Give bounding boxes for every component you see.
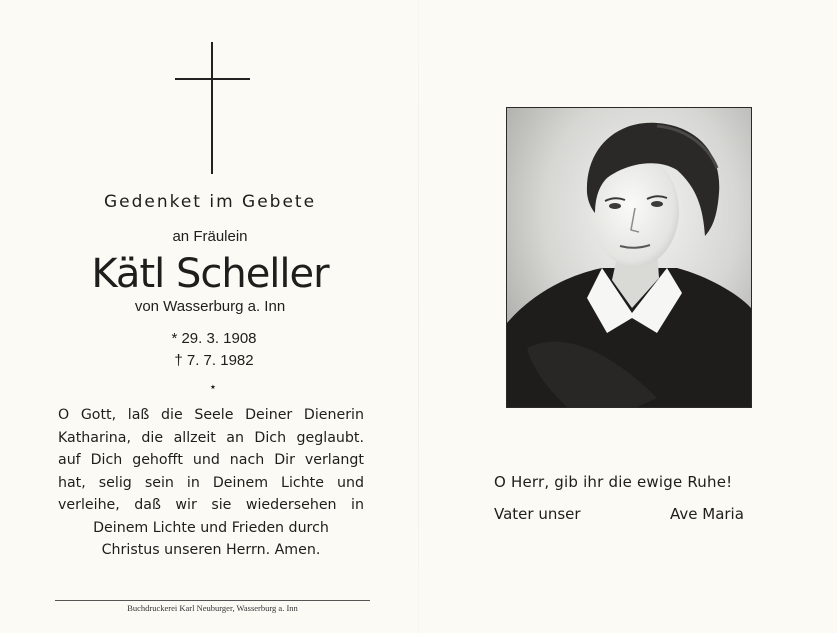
birth-date: * 29. 3. 1908 <box>171 330 257 347</box>
cross-vertical-bar <box>211 42 213 174</box>
prayer-line: Deinem Lichte und Frieden durch <box>93 519 329 536</box>
honorific: an Fräulein <box>172 228 248 245</box>
portrait-illustration <box>507 108 751 407</box>
prayer-line: hat, selig sein in Deinem Lichte und <box>58 474 364 491</box>
origin-town: von Wasserburg a. Inn <box>134 298 286 315</box>
printer-divider <box>55 600 370 601</box>
star-separator-icon: ⋆ <box>208 380 218 395</box>
ave-maria: Ave Maria <box>670 505 744 523</box>
prayer-line: verleihe, daß wir sie wiedersehen in <box>58 497 364 513</box>
prayer-line: Katharina, die allzeit an Dich geglaubt. <box>58 429 364 446</box>
cross-icon <box>175 42 250 174</box>
portrait-photo <box>507 108 751 407</box>
cross-horizontal-bar <box>175 78 250 80</box>
printer-imprint: Buchdruckerei Karl Neuburger, Wasserburg a. Inn <box>127 603 298 613</box>
prayer-line: auf Dich gehofft und nach Dir verlangt <box>58 452 364 468</box>
prayer-text <box>58 404 364 562</box>
prayer-line: O Gott, laß die Seele Deiner Dienerin <box>58 407 364 423</box>
prayer-line: Christus unseren Herrn. Amen. <box>101 542 321 558</box>
vater-unser: Vater unser <box>494 505 581 523</box>
death-date: † 7. 7. 1982 <box>174 352 254 369</box>
rest-prayer: O Herr, gib ihr die ewige Ruhe! <box>494 473 733 491</box>
deceased-name: Kätl Scheller <box>91 251 329 297</box>
remembrance-heading: Gedenket im Gebete <box>103 192 317 212</box>
